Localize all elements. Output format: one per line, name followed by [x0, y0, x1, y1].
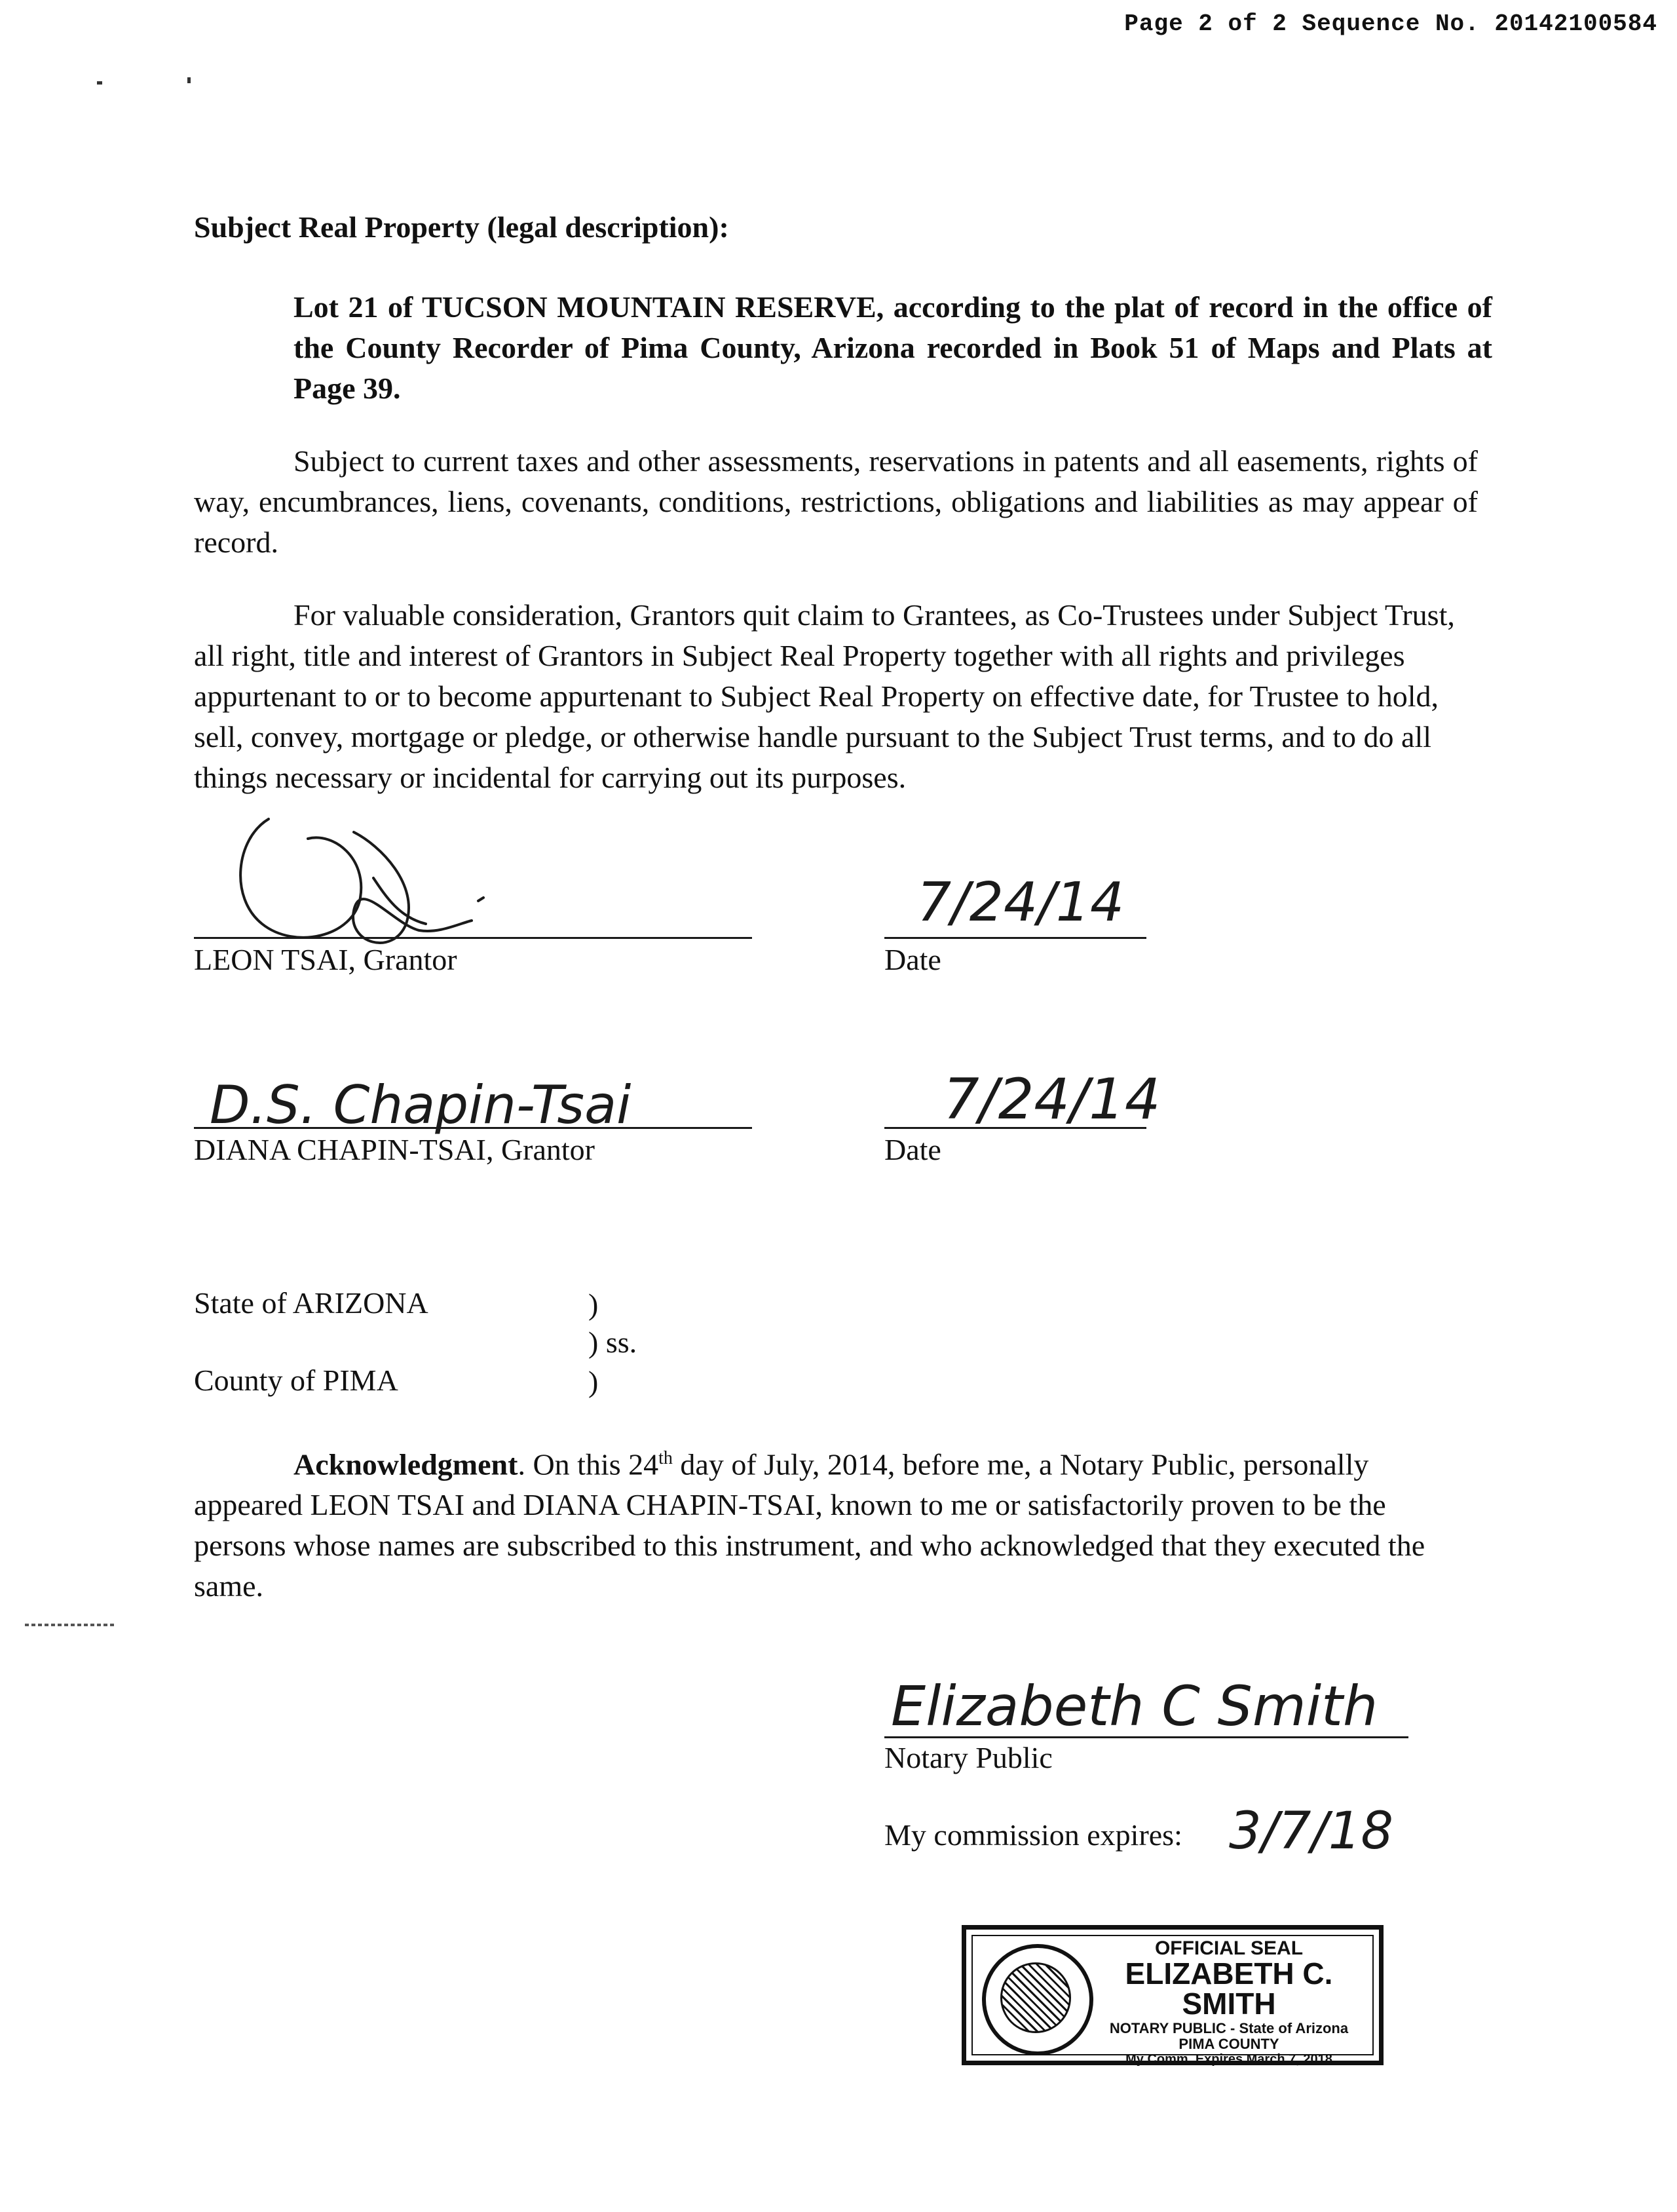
seal-text-block: [1089, 1936, 1368, 2066]
scan-speck: [25, 1624, 114, 1626]
diana-chapin-tsai-name-label: DIANA CHAPIN-TSAI, Grantor: [194, 1133, 595, 1166]
acknowledgment-paragraph: [194, 1438, 1478, 1607]
commission-expires-date: 3/7/18: [1229, 1802, 1394, 1861]
venue-paren-bottom: ): [588, 1365, 599, 1398]
official-notary-seal: [962, 1925, 1384, 2065]
seal-line-county: PIMA COUNTY: [1178, 2036, 1279, 2052]
legal-description: Lot 21 of TUCSON MOUNTAIN RESERVE, according to the plat of record in the office of the County Recorder of Pima County, Arizona recorded in Book 51 of Maps and Plats at Page 39.: [293, 290, 1492, 405]
arizona-state-seal-icon: [982, 1944, 1093, 2055]
seal-line-notary: NOTARY PUBLIC - State of Arizona: [1109, 2020, 1349, 2036]
ack-text-part1: . On this 24: [518, 1447, 659, 1481]
leon-signature-line: [194, 937, 752, 939]
seal-line-name: ELIZABETH C. SMITH: [1125, 1956, 1333, 2021]
scan-speck: [187, 77, 191, 83]
ack-ordinal-suffix: th: [658, 1448, 673, 1468]
diana-signature-line: [194, 1127, 752, 1129]
seal-line-expires: My Comm. Expires March 7, 2018: [1125, 2052, 1332, 2067]
diana-handwritten-signature: D.S. Chapin-Tsai: [210, 1075, 631, 1135]
diana-date-label: Date: [884, 1133, 941, 1166]
leon-date-line: [884, 937, 1146, 939]
leon-handwritten-date: 7/24/14: [917, 871, 1125, 934]
venue-county: County of PIMA: [194, 1363, 398, 1397]
paragraph-subject-to: Subject to current taxes and other assessments, reservations in patents and all easements, rights of way, encumbrances, liens, covenants, conditions, restrictions, obligations and liabilities as may appear of record.: [194, 444, 1478, 559]
scan-speck: [97, 81, 102, 85]
diana-date-line: [884, 1127, 1146, 1129]
acknowledgment-title: Acknowledgment: [293, 1447, 518, 1481]
venue-state: State of ARIZONA: [194, 1286, 428, 1320]
notary-signature-line: [884, 1736, 1408, 1738]
section-heading: Subject Real Property (legal description):: [194, 210, 729, 244]
notary-public-label: Notary Public: [884, 1741, 1053, 1774]
seal-line-official: OFFICIAL SEAL: [1154, 1937, 1304, 1959]
venue-paren-ss: ) ss.: [588, 1325, 637, 1359]
seal-inner-border: [971, 1935, 1374, 2067]
diana-handwritten-date: 7/24/14: [943, 1067, 1161, 1132]
acknowledgment-text: [194, 1438, 1478, 1607]
ack-text-part2: day of July, 2014, before me, a Notary Public, personally appeared LEON TSAI and DIANA CHAPIN-TSAI, known to me or satisfactorily proven to be the persons whose names are subscribed to this instrument, and who acknowledged that they executed the same.: [194, 1447, 1425, 1603]
paragraph-quit-claim: For valuable consideration, Grantors quit claim to Grantees, as Co-Trustees under Subject Trust, all right, title and interest of Grantors in Subject Real Property together with all rights and privileges appurtenant to or to become appurtenant to Subject Real Property on effective date, for Trustee to hold, sell, convey, mortgage or pledge, or otherwise handle pursuant to the Subject Trust terms, and to do all things necessary or incidental for carrying out its purposes.: [194, 598, 1455, 794]
leon-tsai-name-label: LEON TSAI, Grantor: [194, 943, 457, 976]
commission-expires-label: My commission expires:: [884, 1818, 1182, 1852]
notary-handwritten-signature: Elizabeth C Smith: [891, 1674, 1378, 1738]
leon-date-label: Date: [884, 943, 941, 976]
venue-paren-top: ): [588, 1287, 599, 1321]
page-sequence-header: Page 2 of 2 Sequence No. 20142100584: [1124, 10, 1657, 37]
